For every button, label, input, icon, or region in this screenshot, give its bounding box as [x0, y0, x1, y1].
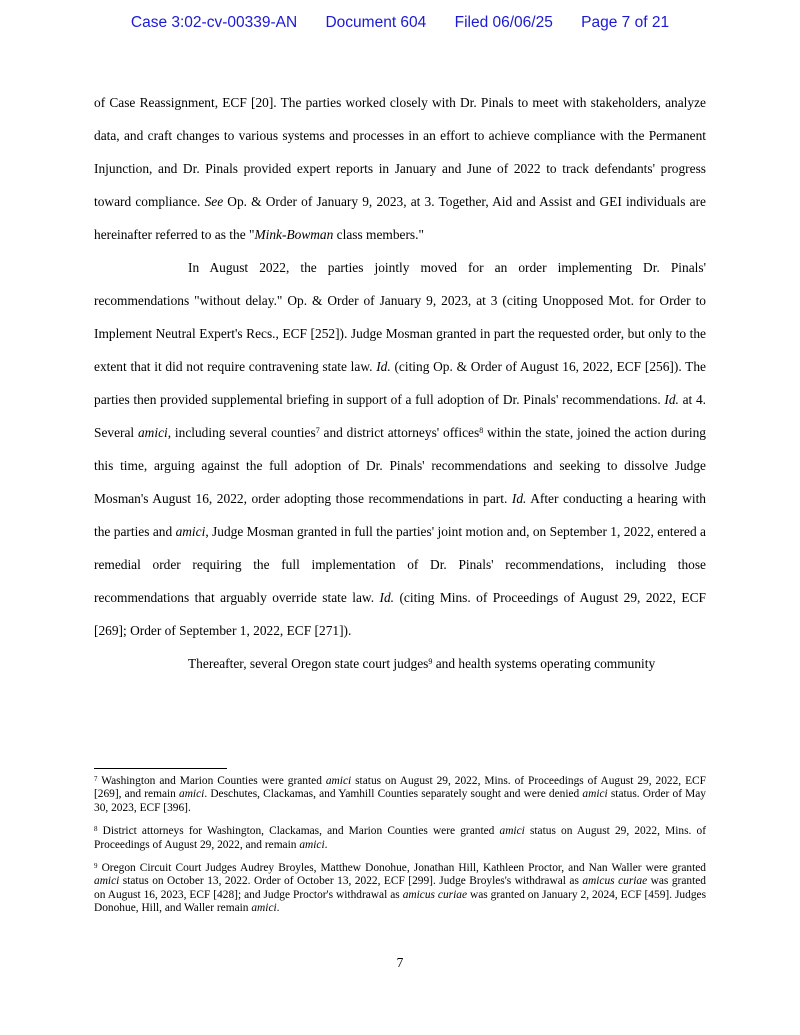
text-run: Op. & Order of January 9, 2023, at 3. Together, Aid and Assist and GEI individuals are hereinafter referred to as the "	[94, 194, 706, 242]
text-run: After conducting a hearing with the parties and	[94, 491, 707, 539]
text-run: , Judge Mosman granted in full the parties' joint motion and, on September 1, 2022, entered a remedial order requiring the full implementation of Dr. Pinals' recommendations, including those recommendations that arguably override state law.	[94, 524, 706, 605]
italic-run: Id.	[376, 359, 391, 374]
paragraph-1	[94, 86, 706, 251]
text-run: , including several counties	[167, 425, 316, 440]
italic-run: amici	[179, 788, 205, 801]
italic-run: amici	[94, 875, 120, 888]
text-run: and district attorneys' offices	[319, 425, 480, 440]
text-run: In August 2022, the parties jointly moved for an order implementing Dr. Pinals' recommendations "without delay." Op. & Order of January 9, 2023, at 3 (citing Unopposed Mot. for Order to Implement Neutral Expert's Recs., ECF [252]). Judge Mosman granted in part the requested order, but only to the extent that it did not require contravening state law.	[94, 260, 706, 374]
italic-run: amicus curiae	[582, 875, 648, 888]
text-run: at 4. Several	[94, 392, 706, 440]
text-run: class members."	[333, 227, 424, 242]
text-run: Thereafter, several Oregon state court judges	[188, 656, 429, 671]
text-run: . Deschutes, Clackamas, and Yamhill Counties separately sought and were denied	[204, 788, 583, 801]
footnote-7	[94, 775, 706, 815]
footnote-number: 8	[94, 825, 98, 834]
text-run: (citing Op. & Order of August 16, 2022, ECF [256]). The parties then provided supplemental briefing in support of a full adoption of Dr. Pinals' recommendations.	[94, 359, 706, 407]
italic-run: Id.	[511, 491, 527, 506]
document-number: Document 604	[325, 14, 427, 31]
footnote-8	[94, 825, 706, 852]
text-run: .	[276, 902, 280, 915]
footnote-number: 7	[94, 775, 98, 783]
italic-run: amicus curiae	[402, 888, 468, 901]
footnote-divider	[94, 768, 227, 769]
paragraph-2	[94, 251, 706, 647]
footnote-ref-8[interactable]: 8	[479, 426, 484, 435]
body-text	[94, 86, 706, 680]
footnote-9	[94, 862, 706, 916]
text-run: was granted on January 2, 2024, ECF [459]. Judges Donohue, Hill, and Waller remain	[94, 888, 707, 915]
paragraph-3	[94, 647, 706, 680]
italic-run: amici	[251, 902, 277, 915]
italic-run: amici	[137, 425, 168, 440]
text-run: Washington and Marion Counties were granted	[97, 775, 326, 787]
filed-date: Filed 06/06/25	[454, 14, 553, 31]
text-run: status on October 13, 2022. Order of October 13, 2022, ECF [299]. Judge Broyles's withdrawal as	[119, 875, 583, 888]
footnote-ref-9[interactable]: 9	[428, 657, 433, 666]
page-number: 7	[396, 955, 404, 970]
footnote-ref-7[interactable]: 7	[315, 426, 320, 435]
text-run: Oregon Circuit Court Judges Audrey Broyles, Matthew Donohue, Jonathan Hill, Kathleen Proctor, and Nan Waller were granted	[97, 862, 706, 875]
italic-run: Mink-Bowman	[254, 227, 334, 242]
text-run: was granted on August 16, 2023, ECF [428]; and Judge Proctor's withdrawal as	[94, 875, 706, 901]
text-run: status on August 29, 2022, Mins. of Proceedings of August 29, 2022, ECF [269], and remain	[94, 775, 706, 801]
text-run: District attorneys for Washington, Clackamas, and Marion Counties were granted	[97, 825, 500, 838]
text-run: status. Order of May 30, 2023, ECF [396].	[94, 788, 707, 814]
italic-run: Id.	[379, 590, 395, 605]
italic-run: See	[204, 194, 224, 209]
text-run: status on August 29, 2022, Mins. of Proceedings of August 29, 2022, and remain	[94, 825, 706, 851]
italic-run: amici	[582, 788, 608, 801]
italic-run: amici	[325, 775, 352, 787]
footnote-number: 9	[94, 862, 98, 871]
text-run: .	[324, 838, 328, 851]
italic-run: amici	[175, 524, 206, 539]
text-run: of Case Reassignment, ECF [20]. The parties worked closely with Dr. Pinals to meet with stakeholders, analyze data, and craft changes to various systems and processes in an effort to achieve compliance with the Permanent Injunction, and Dr. Pinals provided expert reports in January and June of 2022 to track defendants' progress toward compliance.	[94, 95, 706, 209]
text-run: within the state, joined the action during this time, arguing against the full adoption of Dr. Pinals' recommendations and seeking to dissolve Judge Mosman's August 16, 2022, order adopting those recommendations in part.	[94, 425, 706, 506]
italic-run: amici	[299, 838, 325, 851]
footnotes	[94, 775, 706, 926]
italic-run: amici	[499, 825, 525, 838]
text-run: (citing Mins. of Proceedings of August 29, 2022, ECF [269]; Order of September 1, 2022, ECF [271]).	[94, 590, 706, 638]
case-number: Case 3:02-cv-00339-AN	[130, 14, 298, 31]
court-filing-header	[0, 14, 800, 32]
italic-run: Id.	[664, 392, 679, 407]
text-run: and health systems operating community	[432, 656, 656, 671]
page-indicator: Page 7 of 21	[581, 14, 670, 31]
